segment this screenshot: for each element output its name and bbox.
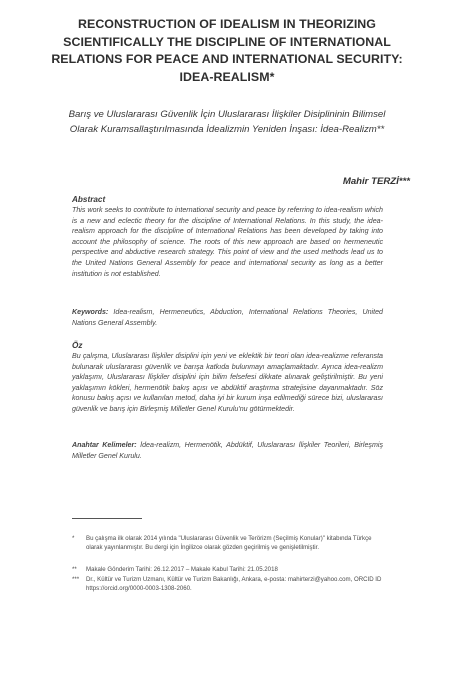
footnote-mark: * [72, 535, 75, 542]
footnote [72, 535, 388, 553]
footnote [72, 576, 388, 594]
footnote-mark: *** [72, 576, 80, 583]
oz-heading: Öz [72, 341, 83, 350]
anahtar-kelimeler-label: Anahtar Kelimeler: [72, 441, 137, 449]
keywords-label: Keywords: [72, 308, 109, 316]
footnote-text: Dr., Kültür ve Turizm Uzmanı, Kültür ve Turizm Bakanlığı, Ankara, e-posta: mahirterzi@yahoo.com, ORCID ID https://orcid.org/0000-0003-1308-2060. [86, 576, 382, 592]
article-subtitle-turkish: Barış ve Uluslararası Güvenlik İçin Uluslararası İlişkiler Disiplininin Bilimsel Olarak Kuramsallaştırılmasında İdealizmin Yeniden İnşası: İdea-Realizm** [68, 109, 386, 135]
footnote [72, 566, 388, 575]
footnote-text: Bu çalışma ilk olarak 2014 yılında "Uluslararası Güvenlik ve Terörizm (Seçilmiş Konular)" kitabında Türkçe olarak yayınlanmıştır. Bu dergi için İngilizce olarak gözden geçirilmiş ve genişletilmiştir. [86, 535, 372, 551]
keywords-text: Idea-realism, Hermeneutics, Abduction, International Relations Theories, United Nations General Assembly. [72, 308, 383, 327]
footnote-divider [72, 518, 142, 519]
article-title: RECONSTRUCTION OF IDEALISM IN THEORIZING SCIENTIFICALLY THE DISCIPLINE OF INTERNATIONAL RELATIONS FOR PEACE AND INTERNATIONAL SECURITY: IDEA-REALISM* [51, 17, 403, 84]
keywords-line [72, 307, 383, 328]
abstract-body: This work seeks to contribute to international security and peace by referring to idea-realism which is a new and eclectic theory for the discipline of International Relations. In this study, the idea-realism approach for the discipline of International Relations has been developed by taking into account the philosophy of science. The roots of this new approach are based on hermeneutic perspective and abductive research strategy. This point of view and the used methods lead us to the United Nations General Assembly for peace and international security as long as a better institution is not established. [72, 206, 383, 278]
abstract-heading: Abstract [72, 195, 106, 204]
oz-body: Bu çalışma, Uluslararası İlişkiler disiplini için yeni ve eklektik bir teori olan idea-realizme referansta bulunarak uluslararası güvenlik ve barışa katkıda bulunmayı amaçlamaktadır. Ayrıca idea-realizm yaklaşımı, Uluslararası İlişkiler disiplini için bilim felsefesi dikkate alınarak geliştirilmiştir. Bu yeni yaklaşımın kökleri, hermenötik bakış açısı ve abdüktif araştırma stratejisine dayanmaktadır. Söz konusu bakış açısı ve kullanılan metod, daha iyi bir kurum inşa edilmediği sürece bizi, uluslararası güvenlik ve barış için Birleşmiş Milletler Genel Kurulu'nu götürmektedir. [72, 352, 383, 413]
footnote-mark: ** [72, 566, 77, 573]
anahtar-kelimeler-line [72, 440, 383, 461]
footnote-text: Makale Gönderim Tarihi: 26.12.2017 – Makale Kabul Tarihi: 21.05.2018 [86, 566, 278, 573]
anahtar-kelimeler-text: İdea-realizm, Hermenötik, Abdüktif, Uluslararası İlişkiler Teorileri, Birleşmiş Milletler Genel Kurulu. [72, 441, 383, 460]
author-name: Mahir TERZİ*** [342, 176, 410, 187]
